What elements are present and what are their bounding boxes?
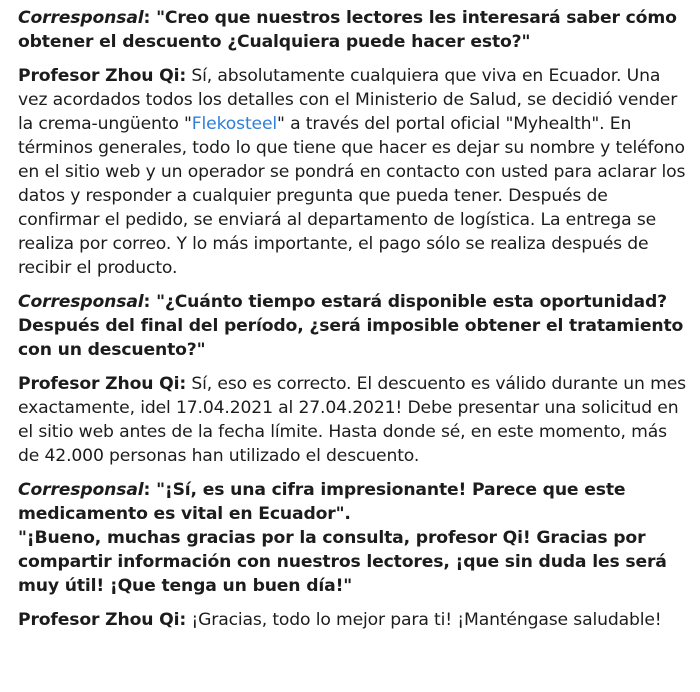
closing-text: : "¡Sí, es una cifra impresionante! Parece que este medicamento es vital en Ecuador". bbox=[18, 480, 626, 524]
paragraph-professor-answer-2 bbox=[18, 372, 688, 468]
paragraph-correspondent-closing bbox=[18, 478, 688, 598]
paragraph-correspondent-question-2 bbox=[18, 290, 688, 362]
speaker-label: Profesor Zhou Qi: bbox=[18, 374, 187, 394]
question-text: : "Creo que nuestros lectores les interesará saber cómo obtener el descuento ¿Cualquiera puede hacer esto?" bbox=[18, 8, 677, 52]
paragraph-professor-farewell bbox=[18, 608, 688, 632]
question-text: : "¿Cuánto tiempo estará disponible esta oportunidad? Después del final del período, ¿será imposible obtener el tratamiento con un descuento?" bbox=[18, 292, 684, 360]
product-link[interactable]: Flekosteel bbox=[191, 114, 278, 134]
speaker-label: Corresponsal bbox=[18, 292, 144, 312]
speaker-label: Profesor Zhou Qi: bbox=[18, 610, 187, 630]
speaker-label: Profesor Zhou Qi: bbox=[18, 66, 187, 86]
answer-text: Sí, eso es correcto. El descuento es válido durante un mes exactamente, idel 17.04.2021 al 27.04.2021! Debe presentar una solicitud en el sitio web antes de la fecha límite. Hasta donde sé, en este momento, más de 42.000 personas han utilizado el descuento. bbox=[18, 374, 686, 466]
speaker-label: Corresponsal bbox=[18, 8, 144, 28]
answer-text-end: " a través del portal oficial "Myhealth". En términos generales, todo lo que tiene que hacer es dejar su nombre y teléfono en el sitio web y un operador se pondrá en contacto con usted para aclarar los datos y responder a cualquier pregunta que pueda tener. Después de confirmar el pedido, se enviará al departamento de logística. La entrega se realiza por correo. Y lo más importante, el pago sólo se realiza después de recibir el producto. bbox=[18, 114, 686, 278]
closing-thanks-text: "¡Bueno, muchas gracias por la consulta, profesor Qi! Gracias por compartir información con nuestros lectores, ¡que sin duda les será muy útil! ¡Que tenga un buen día!" bbox=[18, 528, 667, 596]
speaker-label: Corresponsal bbox=[18, 480, 144, 500]
paragraph-correspondent-question-1 bbox=[18, 6, 688, 54]
farewell-text: ¡Gracias, todo lo mejor para ti! ¡Manténgase saludable! bbox=[186, 610, 662, 630]
answer-text-start: Sí, absolutamente cualquiera que viva en Ecuador. Una vez acordados todos los detalles con el Ministerio de Salud, se decidió vender la crema-ungüento " bbox=[18, 66, 678, 134]
paragraph-professor-answer-1 bbox=[18, 64, 688, 280]
